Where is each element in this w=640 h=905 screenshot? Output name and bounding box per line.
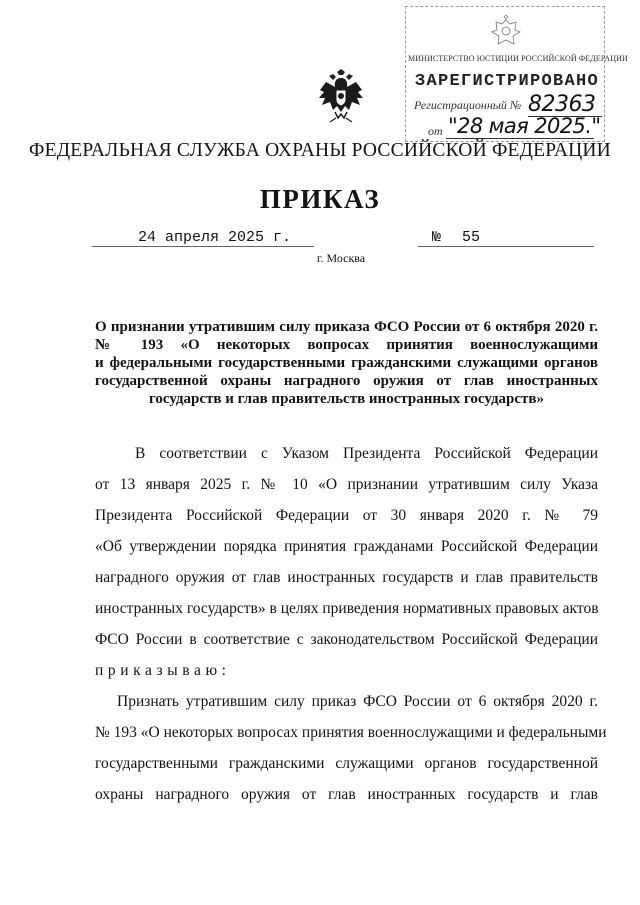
order-number: 55 [462, 229, 481, 246]
body-line: № 193 «О некоторых вопросах принятия военнослужащими и федеральными [95, 724, 607, 741]
number-sign: № [432, 229, 442, 246]
body-line: Президента Российской Федерации от 30 января 2020 г. № 79 [95, 507, 598, 524]
body-line: государственными гражданскими служащими органов государственной [95, 755, 598, 772]
order-date: 24 апреля 2025 г. [138, 229, 292, 246]
heading-line: государств и глав правительств иностранных государств» [148, 391, 545, 407]
organization-title: ФЕДЕРАЛЬНАЯ СЛУЖБА ОХРАНЫ РОССИЙСКОЙ ФЕДЕРАЦИИ [29, 140, 611, 161]
city: г. Москва [316, 251, 366, 265]
stamp-date-value: "28 мая 2025." [448, 114, 601, 138]
stamp-regnum-value: 82363 [528, 92, 596, 117]
date-underline [92, 246, 314, 247]
body-line: В соответствии с Указом Президента Российской Федерации [135, 445, 598, 462]
stamp-ministry: МИНИСТЕРСТВО ЮСТИЦИИ РОССИЙСКОЙ ФЕДЕРАЦИИ [408, 54, 628, 63]
body-line: «Об утверждении порядка принятия гражданами Российской Федерации [95, 538, 598, 555]
body-line: охраны наградного оружия от глав иностранных государств и глав [95, 786, 598, 803]
body-line: наградного оружия от глав иностранных государств и глав правительств [95, 569, 598, 586]
body-line: иностранных государств» в целях приведения нормативных правовых актов [95, 600, 599, 617]
stamp-emblem-icon [488, 14, 524, 50]
body-line: от 13 января 2025 г. № 10 «О признании утратившим силу Указа [95, 476, 598, 493]
order-body [95, 438, 607, 810]
stamp-date-underline [446, 138, 594, 139]
document-type: ПРИКАЗ [259, 184, 381, 214]
heading-line: О признании утратившим силу приказа ФСО России от 6 октября 2020 г. [95, 319, 598, 335]
order-heading [95, 318, 598, 408]
heading-line: государственной охраны наградного оружия от глав иностранных [95, 373, 598, 389]
body-line: Признать утратившим силу приказ ФСО России от 6 октября 2020 г. [117, 693, 598, 710]
coat-of-arms-icon [316, 68, 366, 124]
number-underline [418, 246, 594, 247]
stamp-date-prefix: от [428, 124, 443, 138]
body-line: ФСО России в соответствие с законодательством Российской Федерации [95, 631, 598, 648]
body-line-order-word: приказываю: [95, 662, 231, 679]
stamp-regnum-label: Регистрационный № [414, 98, 522, 112]
heading-line: и федеральными государственными гражданскими служащими органов [95, 355, 598, 371]
heading-line: № 193 «О некоторых вопросах принятия военнослужащими [95, 337, 598, 353]
stamp-status: ЗАРЕГИСТРИРОВАНО [414, 72, 600, 91]
